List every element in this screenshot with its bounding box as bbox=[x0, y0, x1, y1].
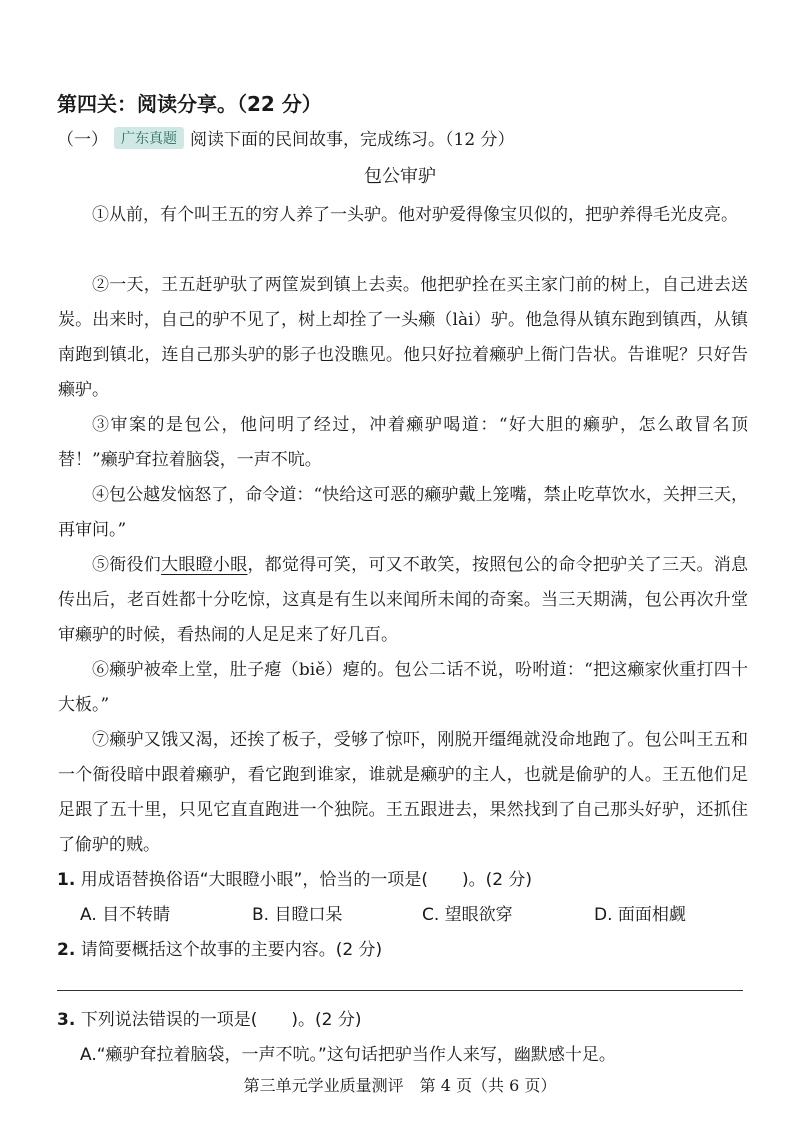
option-b[interactable]: B. 目瞪口呆 bbox=[252, 905, 343, 925]
paragraph-5-rest: ，都觉得可笑，可又不敢笑，按照包公的命令把驴关了三天。消息传出后，老百姓都十分吃惊，这真是有生以来闻所未闻的奇案。当三天期满，包公再次升堂审癞驴的时候，看热闹的人足足来了好几百。 bbox=[58, 555, 749, 645]
paragraph-3 bbox=[58, 408, 748, 478]
paragraph-2 bbox=[58, 268, 748, 408]
paragraph-text: ④包公越发恼怒了，命令道：“快给这可恶的癞驴戴上笼嘴，禁止吃草饮水，关押三天，再审问。” bbox=[58, 485, 748, 540]
option-d[interactable]: D. 面面相觑 bbox=[594, 905, 686, 925]
paragraph-text: ③审案的是包公，他问明了经过，冲着癞驴喝道：“好大胆的癞驴，怎么敢冒名顶替！”癞驴耷拉着脑袋，一声不吭。 bbox=[58, 415, 748, 470]
answer-line[interactable] bbox=[57, 990, 743, 991]
paragraph-5 bbox=[58, 548, 748, 653]
question-text: 下列说法错误的一项是( )。(2 分) bbox=[80, 1010, 362, 1030]
paragraph-text: ⑥癞驴被牵上堂，肚子瘪（biě）瘪的。包公二话不说，吩咐道：“把这癞家伙重打四十大板。” bbox=[58, 660, 748, 715]
question-number: 3. bbox=[57, 1010, 76, 1030]
section-title: 第四关：阅读分享。（22 分） bbox=[57, 92, 322, 116]
paragraph-7 bbox=[58, 723, 748, 863]
paragraph-6 bbox=[58, 653, 748, 723]
part-instruction: 阅读下面的民间故事，完成练习。（12 分） bbox=[190, 130, 515, 150]
question-number: 1. bbox=[57, 870, 76, 890]
question-text: 用成语替换俗语“大眼瞪小眼”，恰当的一项是( )。(2 分) bbox=[80, 870, 533, 890]
source-badge: 广东真题 bbox=[114, 127, 184, 149]
paragraph-4 bbox=[58, 478, 748, 548]
paragraph-text: ⑦癞驴又饿又渴，还挨了板子，受够了惊吓，刚脱开缰绳就没命地跑了。包公叫王五和一个衙役暗中跟着癞驴，看它跑到谁家，谁就是癞驴的主人，也就是偷驴的人。王五他们足足跟了五十里，只见它直直跑进一个独院。王五跟进去，果然找到了自己那头好驴，还抓住了偷驴的贼。 bbox=[58, 730, 748, 855]
question-number: 2. bbox=[57, 940, 76, 960]
question-2 bbox=[57, 935, 382, 960]
page-footer: 第三单元学业质量测评 第 4 页（共 6 页） bbox=[243, 1076, 557, 1095]
option-c[interactable]: C. 望眼欲穿 bbox=[422, 905, 513, 925]
option-a[interactable]: A.“癞驴耷拉着脑袋，一声不吭。”这句话把驴当作人来写，幽默感十足。 bbox=[80, 1045, 616, 1065]
paragraph-1 bbox=[58, 198, 748, 233]
option-a[interactable]: A. 目不转睛 bbox=[80, 905, 171, 925]
part-label: （一） bbox=[57, 130, 108, 150]
story-title: 包公审驴 bbox=[364, 166, 436, 187]
paragraph-text: ②一天，王五赶驴驮了两筐炭到镇上去卖。他把驴拴在买主家门前的树上，自己进去送炭。出来时，自己的驴不见了，树上却拴了一头癞（lài）驴。他急得从镇东跑到镇西，从镇南跑到镇北，连自己那头驴的影子也没瞧见。他只好拉着癞驴上衙门告状。告谁呢？只好告癞驴。 bbox=[58, 275, 748, 400]
underlined-phrase: 大眼瞪小眼 bbox=[161, 555, 248, 575]
question-text: 请简要概括这个故事的主要内容。(2 分) bbox=[80, 940, 383, 960]
paragraph-text: ①从前，有个叫王五的穷人养了一头驴。他对驴爱得像宝贝似的，把驴养得毛光皮亮。 bbox=[92, 205, 738, 225]
part-heading bbox=[57, 125, 515, 150]
paragraph-5-prefix: ⑤衙役们 bbox=[92, 555, 162, 575]
question-3 bbox=[57, 1005, 361, 1030]
question-1 bbox=[57, 865, 532, 890]
